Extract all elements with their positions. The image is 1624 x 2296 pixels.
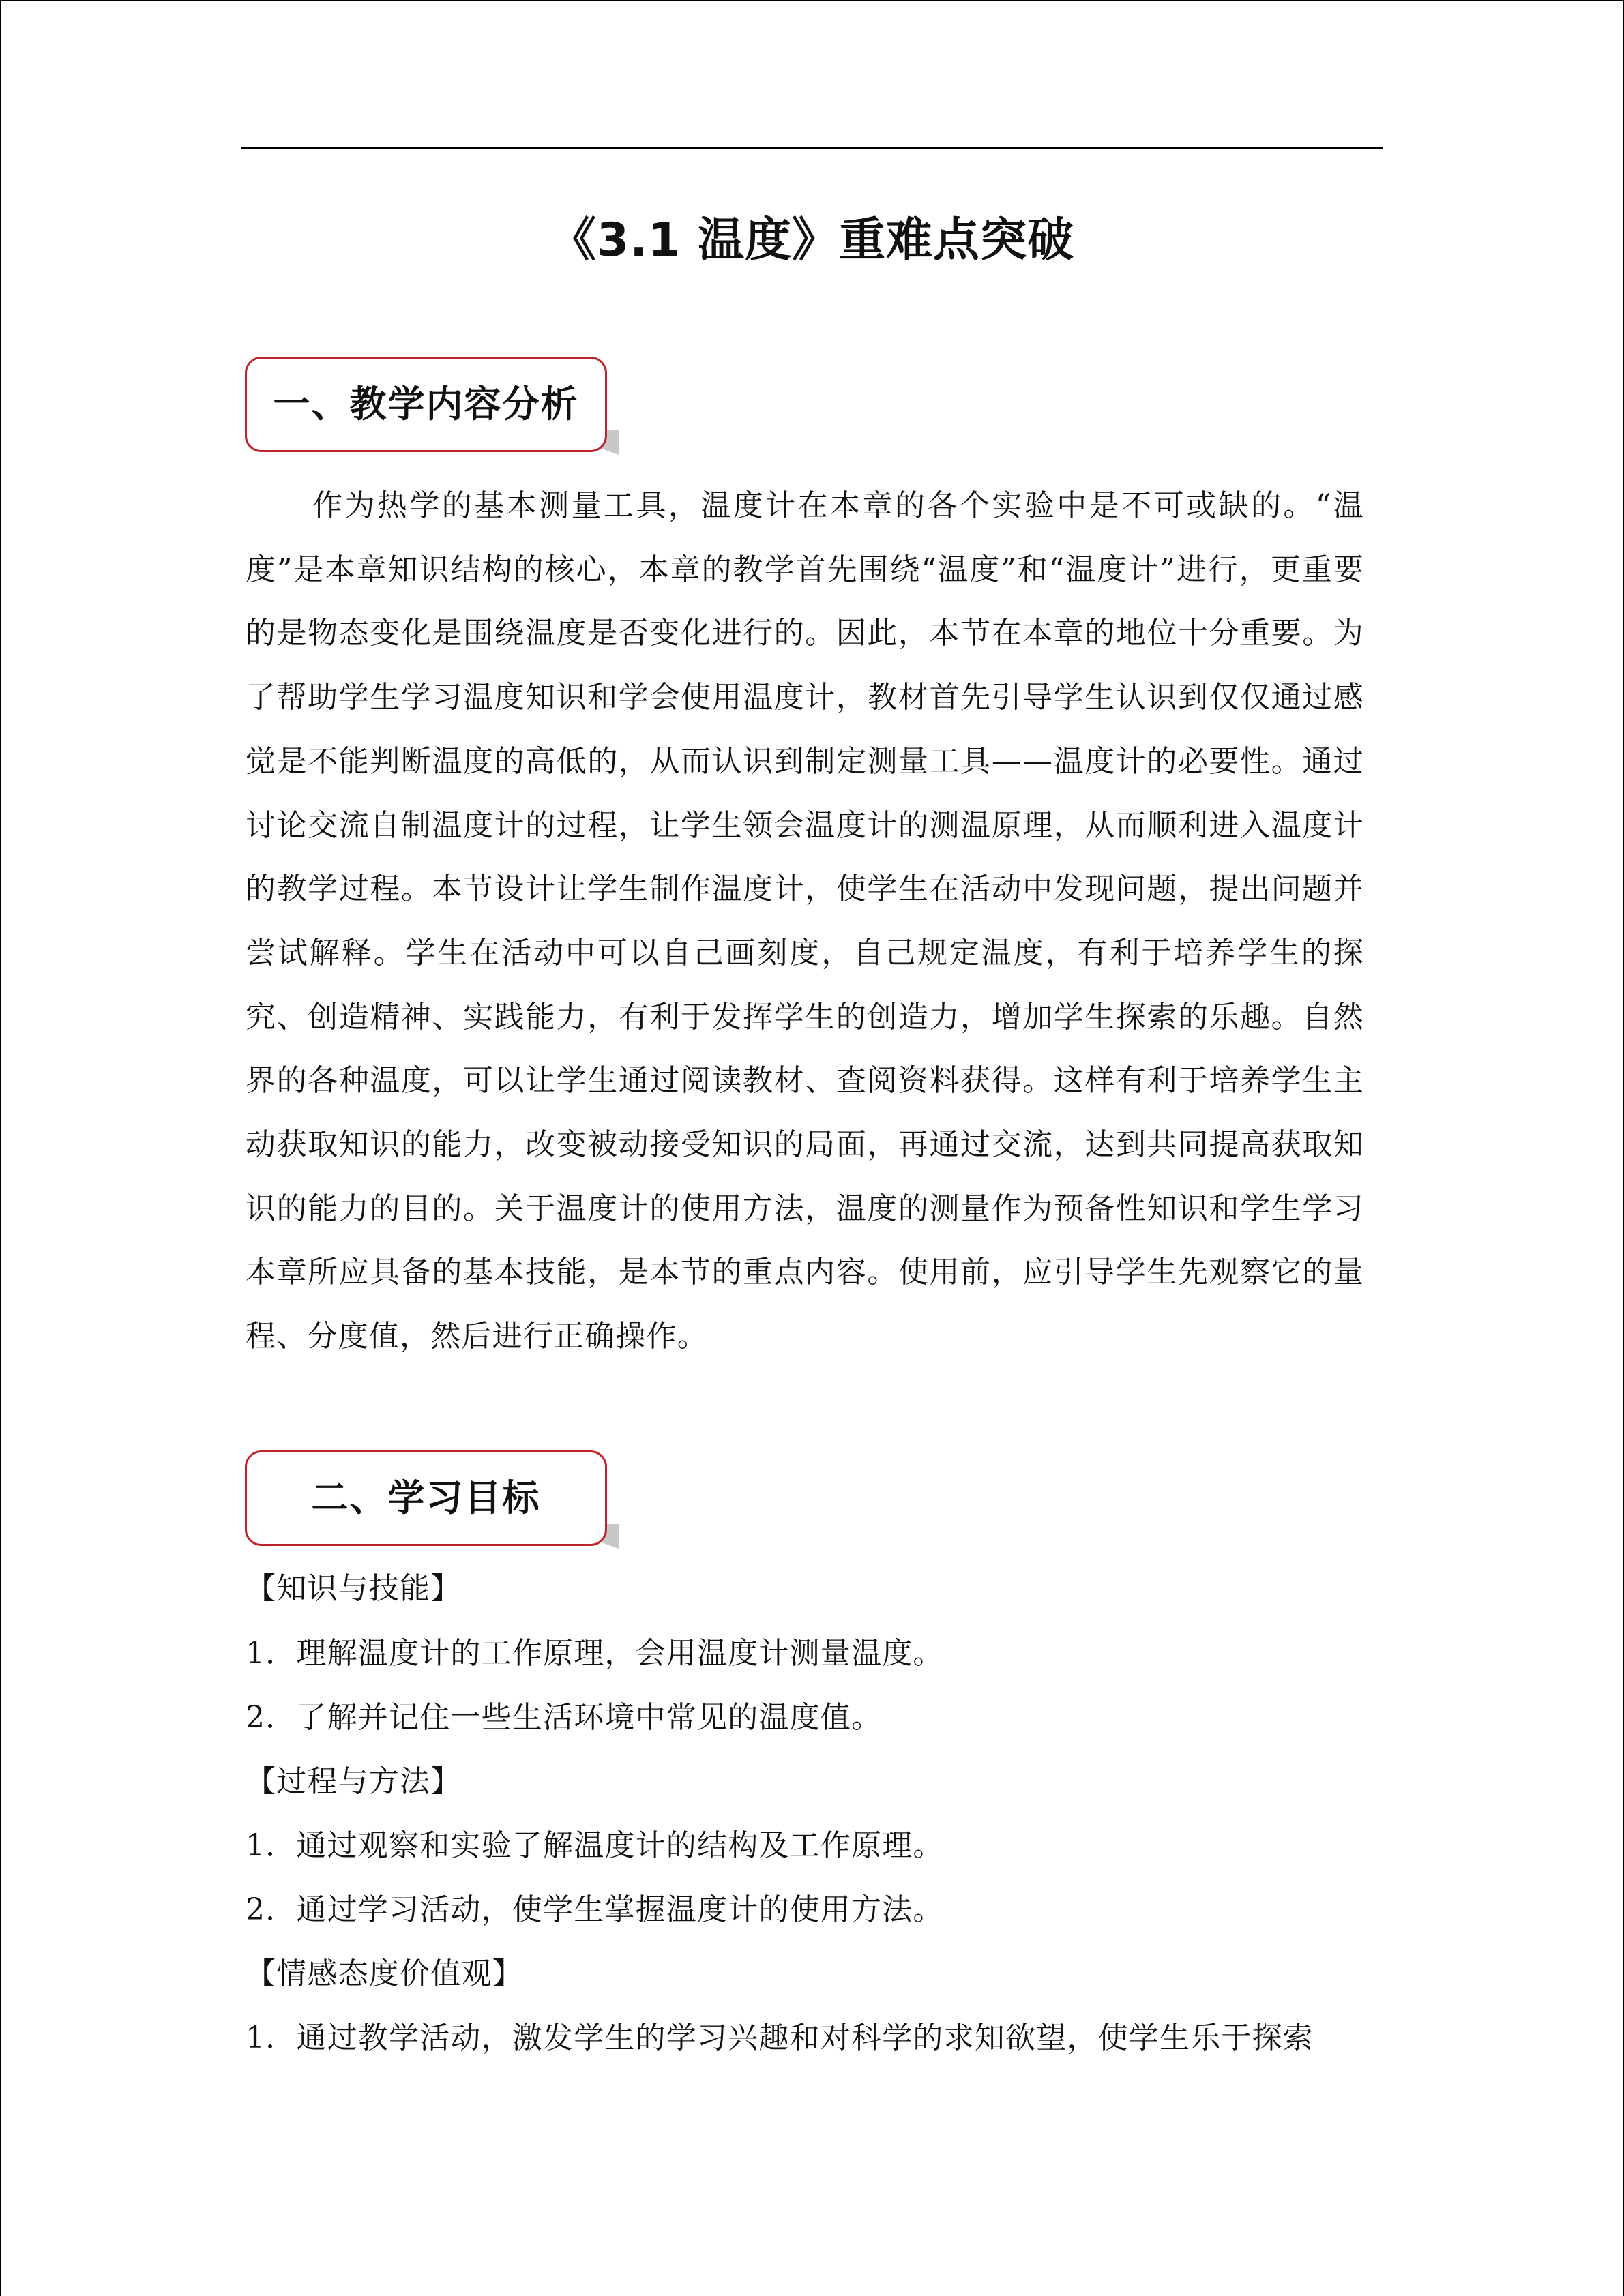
list-item: 1．理解温度计的工作原理，会用温度计测量温度。 <box>246 1636 944 1671</box>
emotion-values-header: 【情感态度价值观】 <box>246 1956 523 1991</box>
knowledge-skills-header: 【知识与技能】 <box>246 1571 462 1606</box>
header-rule <box>241 147 1383 149</box>
section-1-paragraph: 作为热学的基本测量工具，温度计在本章的各个实验中是不可或缺的。“温度”是本章知识结构的核心，本章的教学首先围绕“温度”和“温度计”进行，更重要的是物态变化是围绕温度是否变化进行的。因此，本节在本章的地位十分重要。为了帮助学生学习温度知识和学会使用温度计，教材首先引导学生认识到仅仅通过感觉是不能判断温度的高低的，从而认识到制定测量工具——温度计的必要性。通过讨论交流自制温度计的过程，让学生领会温度计的测温原理，从而顺利进入温度计的教学过程。本节设计让学生制作温度计，使学生在活动中发现问题，提出问题并尝试解释。学生在活动中可以自己画刻度，自己规定温度，有利于培养学生的探究、创造精神、实践能力，有利于发挥学生的创造力，增加学生探索的乐趣。自然界的各种温度，可以让学生通过阅读教材、查阅资料获得。这样有利于培养学生主动获取知识的能力，改变被动接受知识的局面，再通过交流，达到共同提高获取知识的能力的目的。关于温度计的使用方法，温度的测量作为预备性知识和学生学习本章所应具备的基本技能，是本节的重点内容。使用前，应引导学生先观察它的量程、分度值，然后进行正确操作。 <box>246 488 1364 1354</box>
section-heading-2 <box>245 1450 611 1550</box>
list-item: 1．通过教学活动，激发学生的学习兴趣和对科学的求知欲望，使学生乐于探索 <box>246 2021 1314 2055</box>
list-item: 1．通过观察和实验了解温度计的结构及工作原理。 <box>246 1828 944 1863</box>
list-item: 2．了解并记住一些生活环境中常见的温度值。 <box>246 1700 883 1735</box>
process-methods-header: 【过程与方法】 <box>246 1764 462 1799</box>
list-item: 2．通过学习活动，使学生掌握温度计的使用方法。 <box>246 1892 944 1927</box>
section-heading-label: 二、学习目标 <box>311 1476 541 1519</box>
section-heading-1 <box>245 357 611 456</box>
section-heading-label: 一、教学内容分析 <box>273 383 579 426</box>
document-title: 《3.1 温度》重难点突破 <box>549 213 1075 267</box>
